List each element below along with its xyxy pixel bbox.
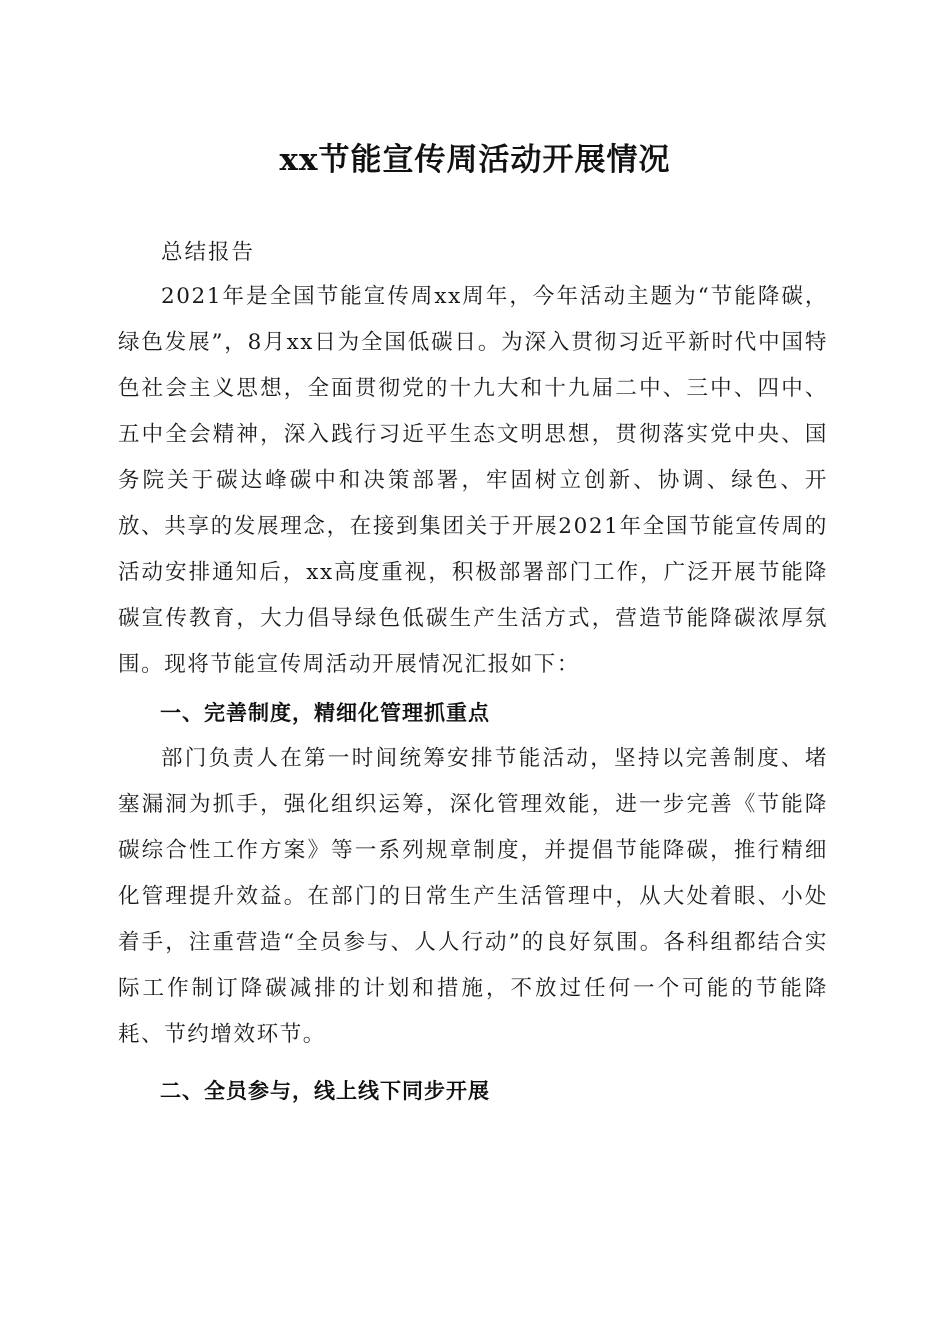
document-title: xx节能宣传周活动开展情况 <box>279 142 671 178</box>
section-heading-1: 一、完善制度，精细化管理抓重点 <box>160 701 490 725</box>
document-body <box>118 232 828 1114</box>
document-subtitle: 总结报告 <box>161 240 256 265</box>
section-heading-2: 二、全员参与，线上线下同步开展 <box>160 1079 490 1103</box>
section-paragraph-1: 部门负责人在第一时间统筹安排节能活动，坚持以完善制度、堵塞漏洞为抓手，强化组织运筹，深化管理效能，进一步完善《节能降碳综合性工作方案》等一系列规章制度，并提倡节能降碳，推行精细化管理提升效益。在部门的日常生产生活管理中，从大处着眼、小处着手，注重营造“全员参与、人人行动”的良好氛围。各科组都结合实际工作制订降碳减排的计划和措施，不放过任何一个可能的节能降耗、节约增效环节。 <box>118 746 828 1047</box>
intro-paragraph: 2021年是全国节能宣传周xx周年，今年活动主题为“节能降碳，绿色发展”，8月xx日为全国低碳日。为深入贯彻习近平新时代中国特色社会主义思想，全面贯彻党的十九大和十九届二中、三中、四中、五中全会精神，深入践行习近平生态文明思想，贯彻落实党中央、国务院关于碳达峰碳中和决策部署，牢固树立创新、协调、绿色、开放、共享的发展理念，在接到集团关于开展2021年全国节能宣传周的活动安排通知后，xx高度重视，积极部署部门工作，广泛开展节能降碳宣传教育，大力倡导绿色低碳生产生活方式，营造节能降碳浓厚氛围。现将节能宣传周活动开展情况汇报如下： <box>118 284 828 677</box>
